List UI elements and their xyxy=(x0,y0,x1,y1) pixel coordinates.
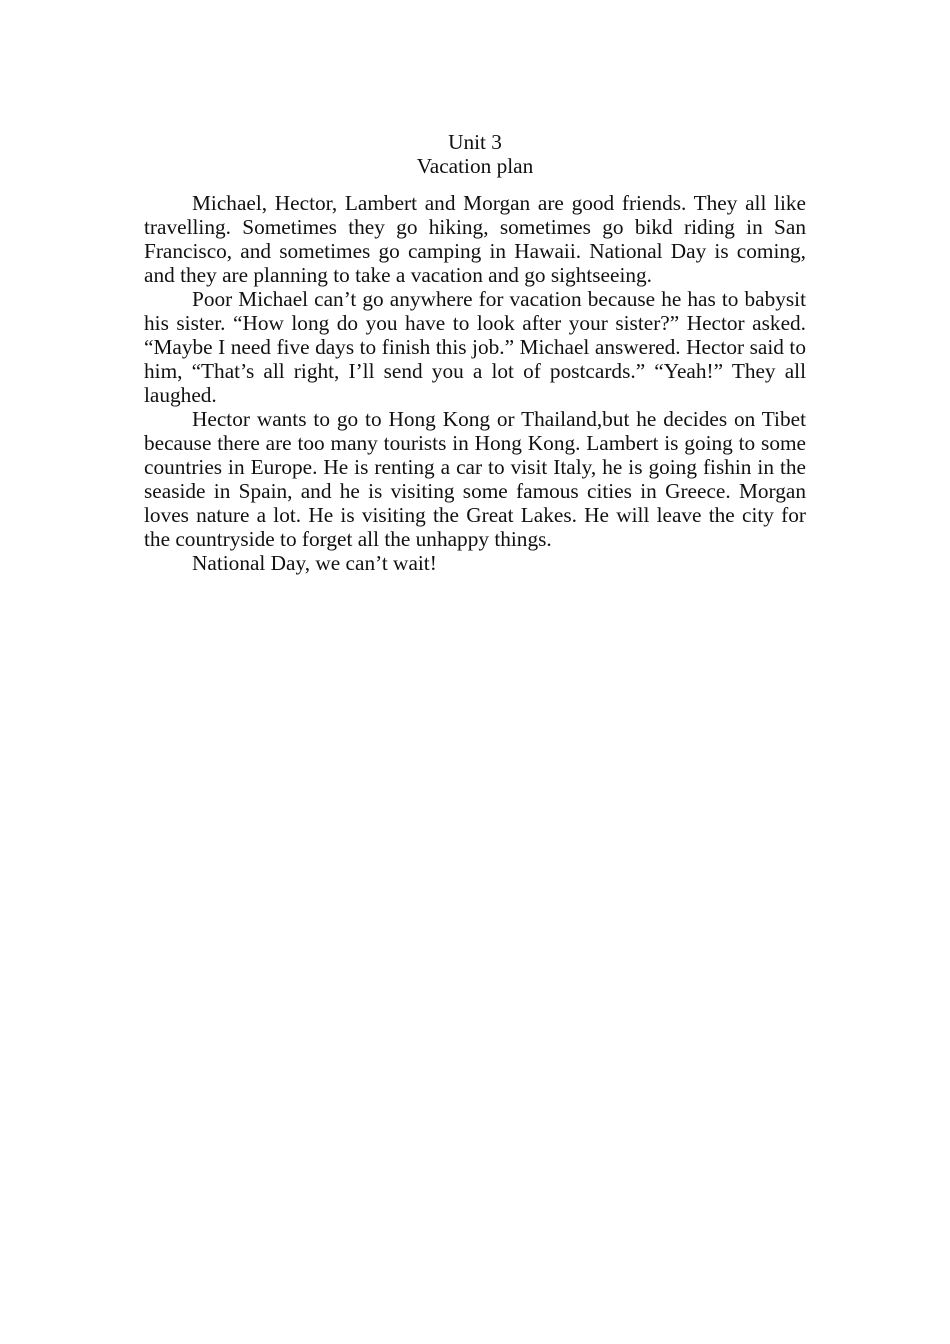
paragraph-michael: Poor Michael can’t go anywhere for vacation because he has to babysit his sister. “How long do you have to look after your sister?” Hector asked. “Maybe I need five days to finish this job.” Michael answered. Hector said to him, “That’s all right, I’ll send you a lot of postcards.” “Yeah!” They all laughed. xyxy=(144,287,806,407)
unit-heading: Unit 3 xyxy=(448,130,502,154)
paragraph-closing: National Day, we can’t wait! xyxy=(192,551,437,575)
page-title: Vacation plan xyxy=(416,154,534,178)
paragraph-friends: Michael, Hector, Lambert and Morgan are good friends. They all like travelling. Sometimes they go hiking, sometimes go bikd riding in San Francisco, and sometimes go camping in Hawaii. National Day is coming, and they are planning to take a vacation and go sightseeing. xyxy=(144,191,806,287)
document-page xyxy=(144,130,806,575)
title-block xyxy=(144,130,806,178)
paragraph-plans: Hector wants to go to Hong Kong or Thailand,but he decides on Tibet because there are too many tourists in Hong Kong. Lambert is going to some countries in Europe. He is renting a car to visit Italy, he is going fishin in the seaside in Spain, and he is visiting some famous cities in Greece. Morgan loves nature a lot. He is visiting the Great Lakes. He will leave the city for the countryside to forget all the unhappy things. xyxy=(144,407,806,551)
